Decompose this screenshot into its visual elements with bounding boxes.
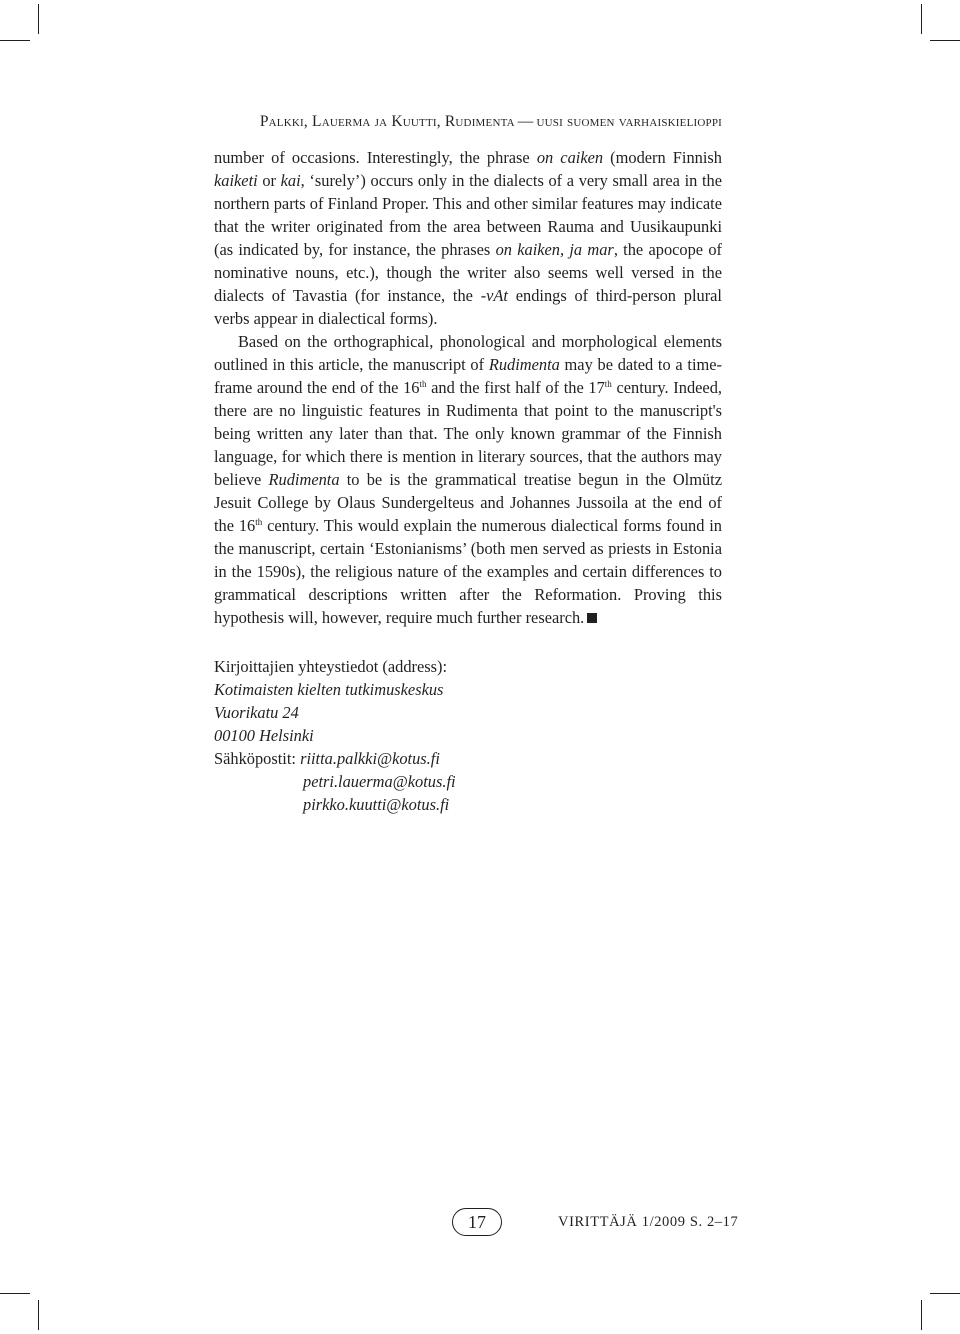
text-run: , ‘surely’) occurs only in the dialects of a very small area in the northern parts of Finland Proper. This and other similar features may indicate that the writer originated from the area between Rauma and Uusikaupunki (as indicated by, for instance, the phrases [214, 171, 722, 259]
crop-mark-top-right-vertical [921, 4, 922, 34]
address-email-line [214, 747, 456, 770]
email-link-palkki[interactable]: riitta.palkki@kotus.fi [300, 749, 440, 768]
italic-term: kai [280, 171, 301, 190]
running-head-authors: Palkki, Lauerma ja Kuutti, Rudimenta [259, 113, 515, 130]
italic-term: kaiketi [214, 171, 258, 190]
crop-mark-top-left-vertical [38, 4, 39, 34]
text-run: , the apocope of nominative nouns, etc.), though the writer also seems well versed in the dialects of Tavastia (for instance, the [214, 240, 722, 305]
text-run: may be dated to a time-frame around the end of the 16 [214, 355, 722, 397]
text-run: endings of third-person plural verbs appear in dialectical forms). [214, 286, 722, 328]
text-run: century. This would explain the numerous dialectical forms found in the manuscript, certain ‘Estonianisms’ (both men served as priests in Estonia in the 1590s), the religious nature of the examples and certain differences to grammatical descriptions written after the Reformation. Proving this hypothesis will, however, require much further research. [214, 516, 722, 627]
running-head [214, 113, 722, 131]
italic-term: Rudimenta [488, 355, 560, 374]
text-run: century. Indeed, there are no linguistic features in Rudimenta that point to the manuscript's being written any later than that. The only known grammar of the Finnish language, for which there is mention in literary sources, that the authors may believe [214, 378, 722, 489]
address-heading: Kirjoittajien yhteystiedot (address): [214, 657, 448, 676]
running-head-dash: — [517, 113, 534, 130]
crop-mark-bottom-right-vertical [921, 1300, 922, 1330]
italic-term: on caiken [536, 148, 604, 167]
article-body [214, 146, 722, 629]
address-street: Vuorikatu 24 [214, 703, 299, 722]
page-number: 17 [452, 1208, 502, 1236]
text-run: to be is the grammatical treatise begun in the Olmütz Jesuit College by Olaus Sundergelteus and Johannes Jussoila at the end of the 16 [214, 470, 722, 535]
address-institution: Kotimaisten kielten tutkimuskeskus [214, 680, 444, 699]
crop-mark-bottom-right-horizontal [930, 1293, 960, 1294]
ordinal-superscript: th [604, 379, 612, 389]
crop-mark-top-right-horizontal [930, 40, 960, 41]
crop-mark-top-left-horizontal [0, 40, 30, 41]
text-run: number of occasions. Interestingly, the phrase [214, 148, 537, 167]
crop-mark-bottom-left-vertical [38, 1300, 39, 1330]
text-run: (modern Finnish [603, 148, 722, 167]
text-run: Based on the orthographical, phonological and morphological elements outlined in this article, the manuscript of [214, 332, 722, 374]
italic-term: on kaiken, ja mar [495, 240, 614, 259]
email-label: Sähköpostit: [214, 749, 301, 768]
italic-term: Rudimenta [268, 470, 340, 489]
ordinal-superscript: th [255, 517, 263, 527]
crop-mark-bottom-left-horizontal [0, 1293, 30, 1294]
paragraph-1 [214, 146, 722, 330]
italic-term: -vAt [480, 286, 508, 305]
author-address-block [214, 655, 456, 816]
journal-reference: VIRITTÄJÄ 1/2009 S. 2–17 [558, 1214, 739, 1230]
running-head-subtitle: uusi suomen varhaiskielioppi [536, 113, 722, 130]
email-link-kuutti[interactable]: pirkko.kuutti@kotus.fi [303, 795, 450, 814]
paragraph-2 [214, 330, 722, 629]
text-run: or [257, 171, 281, 190]
end-of-article-square-icon [587, 613, 597, 623]
address-city: 00100 Helsinki [214, 726, 314, 745]
email-link-lauerma[interactable]: petri.lauerma@kotus.fi [303, 772, 456, 791]
ordinal-superscript: th [419, 379, 427, 389]
text-run: and the first half of the 17 [426, 378, 605, 397]
